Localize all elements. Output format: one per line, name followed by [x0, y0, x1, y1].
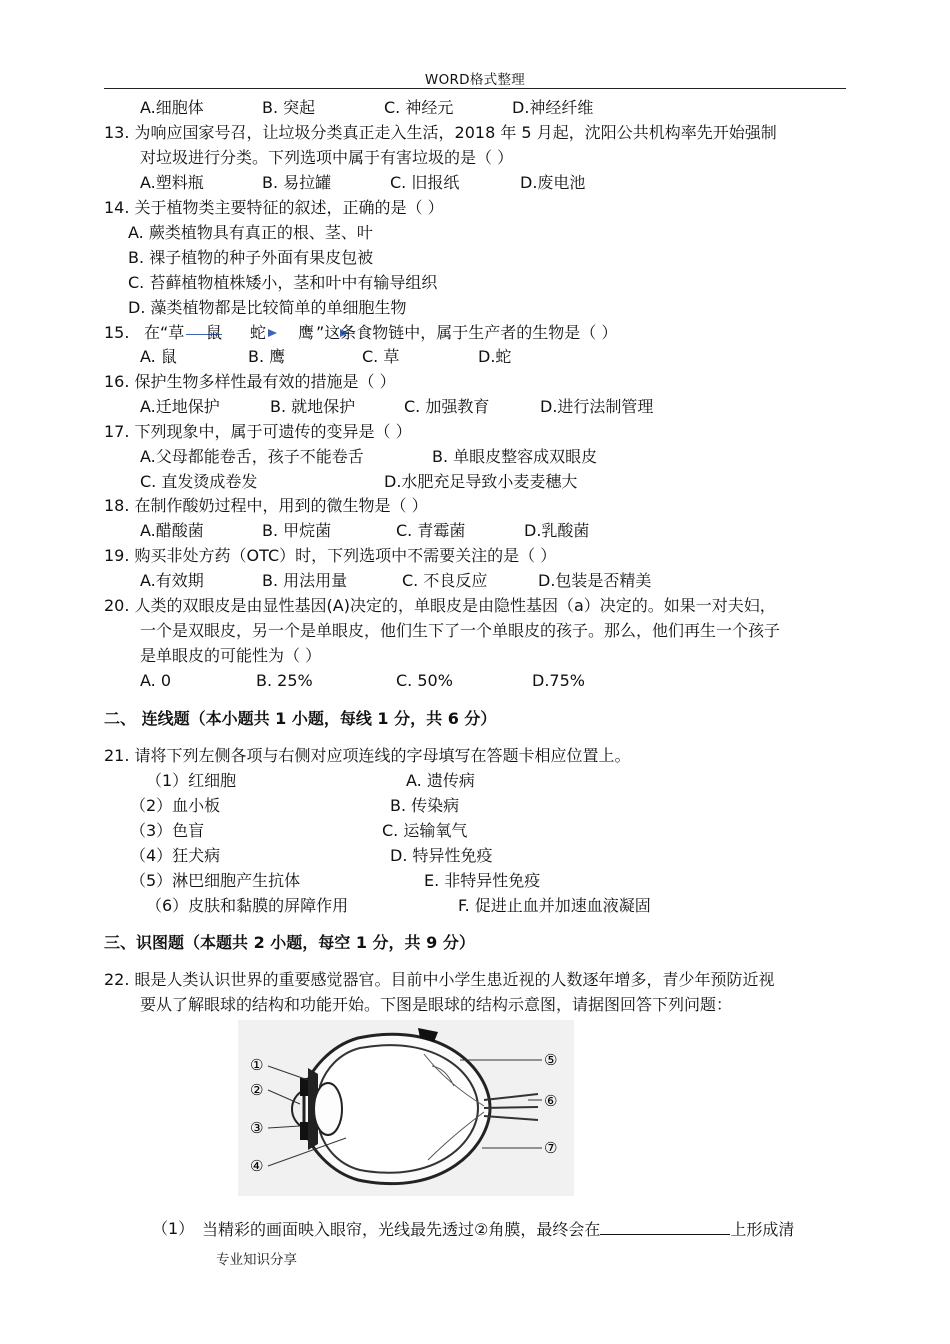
q21-right-item-a: A. 遗传病	[406, 771, 475, 790]
q15-option-c: C. 草	[362, 347, 400, 366]
q14-option-c: C. 苔藓植物植株矮小，茎和叶中有输导组织	[128, 273, 438, 292]
q13-stem-line1: 13. 为响应国家号召，让垃圾分类真正走入生活，2018 年 5 月起，沈阳公共机构率先开始强制	[104, 123, 777, 142]
q14-stem: 14. 关于植物类主要特征的叙述，正确的是（ ）	[104, 198, 444, 217]
figure-label-4: ④	[250, 1157, 264, 1175]
header-rule	[104, 88, 846, 89]
q19-option-c: C. 不良反应	[402, 571, 488, 590]
q16-option-c: C. 加强教育	[404, 397, 490, 416]
q18-option-c: C. 青霉菌	[396, 521, 466, 540]
q20-option-a: A. 0	[140, 671, 172, 690]
q22-stem-line1: 22. 眼是人类认识世界的重要感觉器官。目前中小学生患近视的人数逐年增多，青少年预防近视	[104, 970, 775, 989]
q15-number: 15.	[104, 323, 130, 342]
q15-stem-prefix: 在“草	[144, 323, 185, 342]
q17-option-b: B. 单眼皮整容成双眼皮	[432, 447, 598, 466]
q12-option-c: C. 神经元	[384, 98, 454, 117]
q15-option-a: A. 鼠	[140, 347, 177, 366]
q21-right-item-c: C. 运输氧气	[382, 821, 468, 840]
q18-option-a: A.醋酸菌	[140, 521, 204, 540]
q22-sub1-prompt: 当精彩的画面映入眼帘，光线最先透过②角膜，最终会在	[202, 1220, 601, 1239]
q14-option-d: D. 藻类植物都是比较简单的单细胞生物	[128, 298, 407, 317]
eye-structure-figure	[238, 1020, 574, 1196]
q20-stem-line3: 是单眼皮的可能性为（ ）	[140, 646, 322, 665]
figure-label-6: ⑥	[544, 1092, 558, 1110]
q22-sub1-answer-blank[interactable]	[600, 1219, 730, 1235]
q17-option-c: C. 直发烫成卷发	[140, 472, 258, 491]
figure-label-7: ⑦	[544, 1139, 558, 1157]
q19-option-d: D.包装是否精美	[538, 571, 652, 590]
q21-left-item-4: （4）狂犬病	[130, 846, 221, 865]
food-chain-arrowhead-2	[268, 329, 277, 337]
iris-upper	[300, 1078, 308, 1096]
section2-title: 二、 连线题（本小题共 1 小题，每线 1 分，共 6 分）	[104, 709, 497, 728]
q19-stem: 19. 购买非处方药（OTC）时，下列选项中不需要关注的是（ ）	[104, 546, 557, 565]
q15-stem-suffix: ”这条食物链中，属于生产者的生物是（ ）	[316, 323, 618, 342]
q16-stem: 16. 保护生物多样性最有效的措施是（ ）	[104, 372, 396, 391]
q12-option-a: A.细胞体	[140, 98, 204, 117]
q18-option-d: D.乳酸菌	[524, 521, 590, 540]
q13-option-b: B. 易拉罐	[262, 173, 332, 192]
q13-stem-line2: 对垃圾进行分类。下列选项中属于有害垃圾的是（ ）	[140, 148, 514, 167]
q18-stem: 18. 在制作酸奶过程中，用到的微生物是（ ）	[104, 496, 428, 515]
q21-left-item-2: （2）血小板	[130, 796, 221, 815]
q14-option-a: A. 蕨类植物具有真正的根、茎、叶	[128, 223, 373, 242]
q19-option-a: A.有效期	[140, 571, 204, 590]
q20-option-d: D.75%	[532, 671, 585, 690]
q20-option-c: C. 50%	[396, 671, 453, 690]
page-header-title: WORD格式整理	[424, 72, 526, 88]
q17-option-a: A.父母都能卷舌，孩子不能卷舌	[140, 447, 364, 466]
q17-stem: 17. 下列现象中，属于可遗传的变异是（ ）	[104, 422, 412, 441]
q19-option-b: B. 用法用量	[262, 571, 348, 590]
q21-right-item-b: B. 传染病	[390, 796, 460, 815]
q12-option-d: D.神经纤维	[512, 98, 594, 117]
q21-right-item-d: D. 特异性免疫	[390, 846, 493, 865]
q22-sub1-number: （1）	[152, 1219, 195, 1238]
q15-option-d: D.蛇	[478, 347, 512, 366]
q21-right-item-e: E. 非特异性免疫	[424, 871, 541, 890]
q21-stem: 21. 请将下列左侧各项与右侧对应项连线的字母填写在答题卡相应位置上。	[104, 746, 631, 765]
q16-option-a: A.迁地保护	[140, 397, 220, 416]
q20-stem-line1: 20. 人类的双眼皮是由显性基因(A)决定的，单眼皮是由隐性基因（a）决定的。如果一对夫妇，	[104, 596, 776, 615]
q22-sub1-text	[202, 1219, 794, 1240]
q12-option-b: B. 突起	[262, 98, 316, 117]
q15-organism-eagle: 鹰	[298, 323, 315, 342]
q22-sub1-tail: 上形成清	[730, 1220, 795, 1239]
page-footer: 专业知识分享	[216, 1252, 297, 1268]
q21-left-item-6: （6）皮肤和黏膜的屏障作用	[146, 896, 349, 915]
q14-option-b: B. 裸子植物的种子外面有果皮包被	[128, 248, 374, 267]
iris-lower	[300, 1122, 308, 1140]
q18-option-b: B. 甲烷菌	[262, 521, 332, 540]
q15-organism-mouse: 鼠	[206, 323, 223, 342]
lens-shape	[314, 1083, 342, 1135]
figure-label-1: ①	[250, 1056, 264, 1074]
q13-option-d: D.废电池	[520, 173, 586, 192]
q16-option-b: B. 就地保护	[270, 397, 356, 416]
section3-title: 三、识图题（本题共 2 小题，每空 1 分，共 9 分）	[104, 933, 475, 952]
q15-option-b: B. 鹰	[248, 347, 286, 366]
figure-label-5: ⑤	[544, 1051, 558, 1069]
q21-right-item-f: F. 促进止血并加速血液凝固	[458, 896, 651, 915]
q21-left-item-5: （5）淋巴细胞产生抗体	[130, 871, 301, 890]
q21-left-item-1: （1）红细胞	[146, 771, 237, 790]
q17-option-d: D.水肥充足导致小麦麦穗大	[384, 472, 578, 491]
q20-option-b: B. 25%	[256, 671, 313, 690]
q13-option-a: A.塑料瓶	[140, 173, 204, 192]
q21-left-item-3: （3）色盲	[130, 821, 205, 840]
figure-label-3: ③	[250, 1119, 264, 1137]
q22-stem-line2: 要从了解眼球的结构和功能开始。下图是眼球的结构示意图，请据图回答下列问题：	[140, 995, 733, 1014]
figure-label-2: ②	[250, 1081, 264, 1099]
q15-organism-snake: 蛇	[250, 323, 267, 342]
q16-option-d: D.进行法制管理	[540, 397, 654, 416]
q13-option-c: C. 旧报纸	[390, 173, 460, 192]
q20-stem-line2: 一个是双眼皮，另一个是单眼皮，他们生下了一个单眼皮的孩子。那么，他们再生一个孩子	[140, 621, 781, 640]
